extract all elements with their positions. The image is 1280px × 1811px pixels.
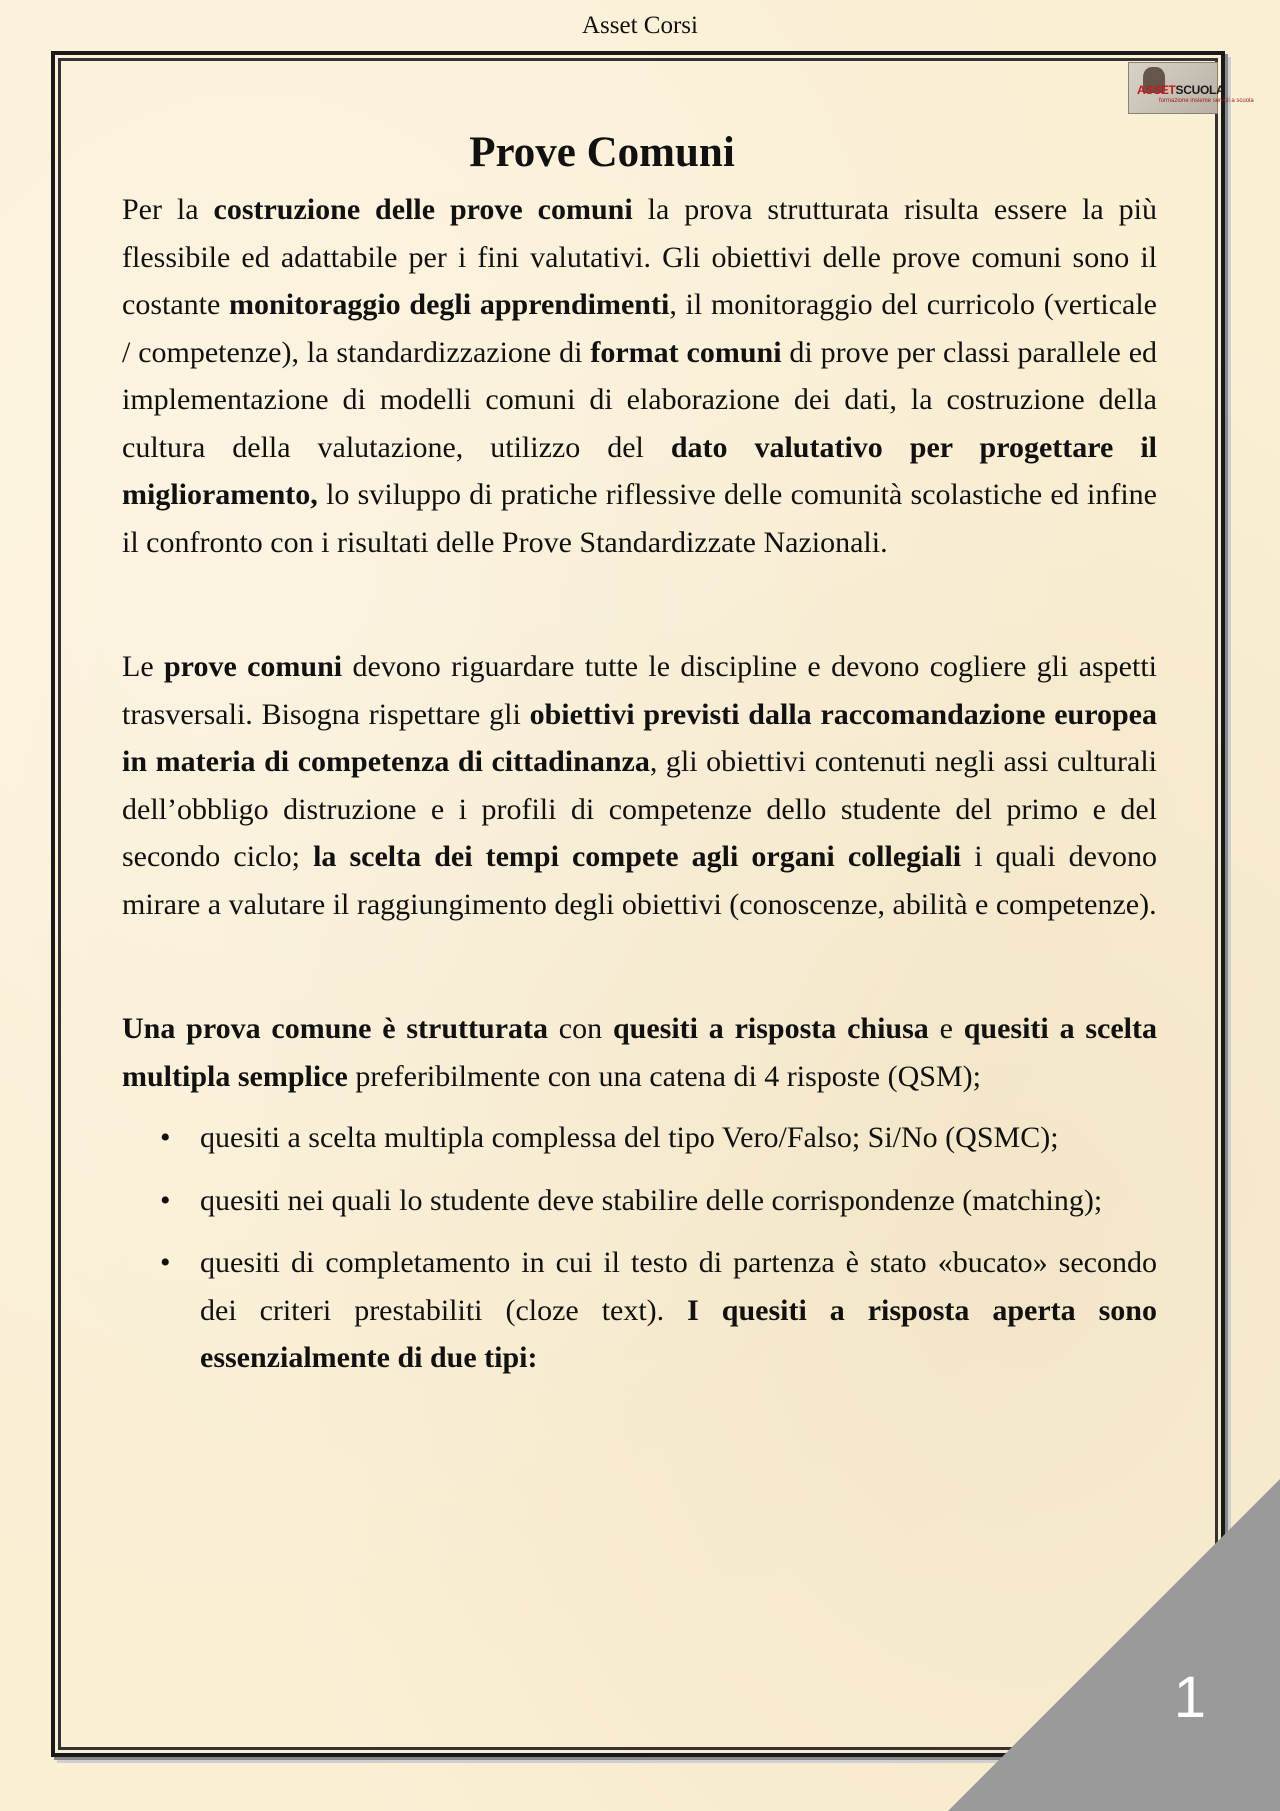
list-item [160, 1114, 1157, 1162]
asset-scuola-logo [1128, 62, 1254, 114]
logo-wordmark [1137, 83, 1224, 97]
page-header-title: Asset Corsi [582, 12, 698, 39]
bold-text-run: quesiti a scelta multipla semplice [122, 1012, 1158, 1093]
bold-text-run: dato valutativo per progettare il miglioramento, [122, 430, 1157, 511]
document-body [122, 120, 1157, 1397]
list-item-text: quesiti a scelta multipla complessa del tipo Vero/Falso; Si/No (QSMC); [200, 1121, 1059, 1154]
paragraph-struttura: Una prova comune è strutturata con quesiti a risposta chiusa e quesiti a scelta multipla semplice preferibilmente con una catena di 4 risposte (QSM); [122, 1012, 1158, 1093]
page-corner-triangle [948, 1479, 1280, 1811]
logo-word-asset: ASSET [1137, 83, 1176, 97]
quesiti-list [122, 1114, 1157, 1382]
bold-text-run: quesiti a risposta chiusa [612, 1012, 929, 1045]
bold-text-run: obiettivi previsti dalla raccomandazione europea in materia di competenza di cittadinanza [122, 697, 1157, 778]
bold-text-run: costruzione delle prove comuni [213, 193, 633, 226]
paragraph-spacer [122, 928, 1157, 1005]
list-item [160, 1239, 1157, 1382]
bold-text-run: monitoraggio degli apprendimenti [229, 288, 670, 321]
bold-text-run: I quesiti a risposta aperta sono essenzialmente di due tipi: [200, 1293, 1157, 1374]
logo-word-scuola: SCUOLA [1175, 83, 1225, 97]
paragraph-spacer [122, 566, 1157, 643]
bold-text-run: prove comuni [164, 650, 343, 683]
paragraph-discipline: Le prove comuni devono riguardare tutte le discipline e devono cogliere gli aspetti trasversali. Bisogna rispettare gli obiettivi previsti dalla raccomandazione europea in materia di competenza di cittadinanza, gli obiettivi contenuti negli assi culturali dell’obbligo distruzione e i profili di competenze dello studente del primo e del secondo ciclo; la scelta dei tempi compete agli organi collegiali i quali devono mirare a valutare il raggiungimento degli obiettivi (conoscenze, abilità e competenze). [122, 650, 1158, 921]
bold-text-run: la scelta dei tempi compete agli organi collegiali [313, 840, 962, 873]
logo-tagline: formazione insieme servizi a scuola [1159, 98, 1254, 104]
bold-text-run: format comuni [590, 335, 782, 369]
page-number: 1 [1173, 1665, 1206, 1730]
bullet-icon: • [160, 1183, 171, 1217]
bold-text-run: Una prova comune è strutturata [122, 1012, 548, 1045]
bullet-icon: • [160, 1121, 171, 1154]
list-item-text: quesiti nei quali lo studente deve stabilire delle corrispondenze (matching); [200, 1183, 1103, 1217]
document-title: Prove Comuni [469, 129, 735, 176]
paragraph-costruzione: Per la costruzione delle prove comuni la prova strutturata risulta essere la più flessibile ed adattabile per i fini valutativi. Gli obiettivi delle prove comuni sono il costante monitoraggio degli apprendimenti, il monitoraggio del curricolo (verticale / competenze), la standardizzazione di format comuni di prove per classi parallele ed implementazione di modelli comuni di elaborazione dei dati, la costruzione della cultura della valutazione, utilizzo del dato valutativo per progettare il miglioramento, lo sviluppo di pratiche riflessive delle comunità scolastiche ed infine il confronto con i risultati delle Prove Standardizzate Nazionali. [122, 193, 1158, 559]
bullet-icon: • [160, 1246, 171, 1279]
list-item-text: quesiti di completamento in cui il testo di partenza è stato «bucato» secondo dei criteri prestabiliti (cloze text). I quesiti a risposta aperta sono essenzialmente di due tipi: [200, 1246, 1157, 1374]
list-item [160, 1177, 1157, 1225]
